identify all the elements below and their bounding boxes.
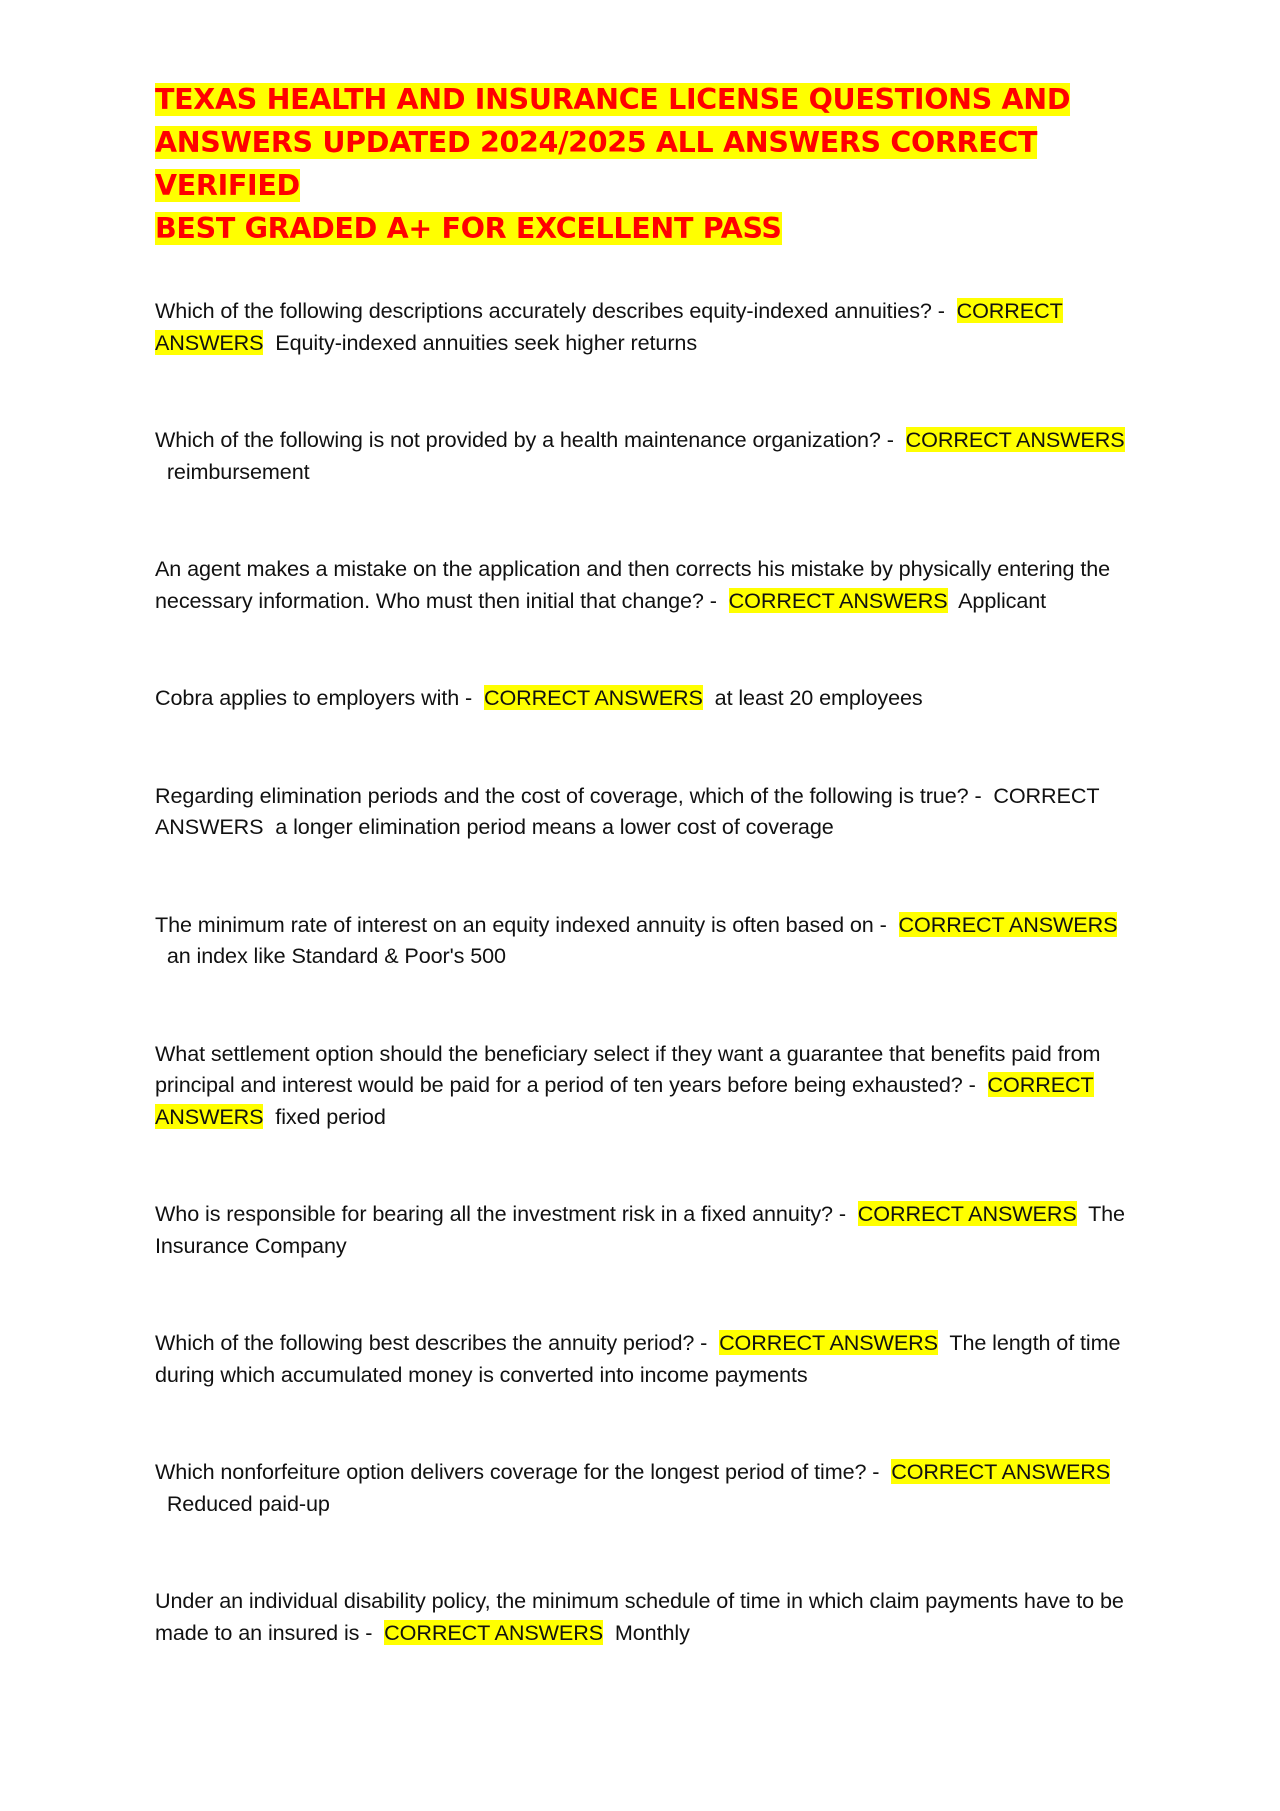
qa-item — [155, 682, 1135, 714]
correct-answers-marker: CORRECT ANSWERS — [891, 1459, 1111, 1484]
correct-answers-marker: CORRECT ANSWERS — [857, 1201, 1077, 1226]
correct-answers-marker: CORRECT ANSWERS — [483, 685, 703, 710]
question-text: Which nonforfeiture option delivers coverage for the longest period of time? - — [155, 1459, 880, 1484]
qa-item — [155, 909, 1135, 972]
answer-text: Monthly — [614, 1619, 690, 1645]
correct-answers-marker: CORRECT ANSWERS — [155, 298, 1063, 355]
document-title — [155, 78, 1135, 250]
correct-answers-marker: CORRECT ANSWERS — [155, 1072, 1094, 1129]
correct-answers-marker: CORRECT ANSWERS — [384, 1619, 604, 1645]
answer-text: Applicant — [958, 587, 1047, 613]
question-text: Which of the following best describes the annuity period? - — [155, 1330, 708, 1355]
qa-item — [155, 1456, 1135, 1519]
document-page — [155, 78, 1135, 1714]
question-text: What settlement option should the beneficiary select if they want a guarantee that benefits paid from principal and interest would be paid for a period of ten years before being exhausted? - — [155, 1040, 1101, 1097]
qa-item — [155, 1038, 1135, 1133]
question-text: Which of the following descriptions accurately describes equity-indexed annuities? - — [155, 298, 945, 323]
qa-item — [155, 1198, 1135, 1261]
question-text: The minimum rate of interest on an equity indexed annuity is often based on - — [155, 911, 887, 937]
question-text: Under an individual disability policy, the minimum schedule of time in which claim payments have to be made to an insured is - — [155, 1588, 1124, 1645]
qa-item — [155, 295, 1135, 358]
qa-item — [155, 1327, 1135, 1390]
title-line: ANSWERS UPDATED 2024/2025 ALL ANSWERS CORRECT VERIFIED — [155, 126, 1038, 202]
answer-text: at least 20 employees — [714, 685, 923, 710]
answer-text: reimbursement — [166, 458, 310, 484]
title-line: TEXAS HEALTH AND INSURANCE LICENSE QUESTIONS AND — [155, 83, 1071, 116]
correct-answers-marker: CORRECT ANSWERS — [905, 427, 1125, 452]
correct-answers-marker: CORRECT ANSWERS — [155, 782, 1100, 839]
answer-text: a longer elimination period means a lower cost of coverage — [275, 814, 834, 839]
qa-list — [155, 295, 1135, 1648]
question-text: Who is responsible for bearing all the investment risk in a fixed annuity? - — [155, 1201, 846, 1226]
qa-item — [155, 553, 1135, 616]
question-text: An agent makes a mistake on the application and then corrects his mistake by physically entering the necessary information. Who must then initial that change? - — [155, 556, 1111, 613]
correct-answers-marker: CORRECT ANSWERS — [719, 1330, 938, 1355]
correct-answers-marker: CORRECT ANSWERS — [898, 911, 1118, 937]
answer-text: Equity-indexed annuities seek higher returns — [275, 329, 698, 355]
answer-text: fixed period — [275, 1103, 386, 1129]
answer-text: The Insurance Company — [155, 1201, 1125, 1258]
question-text: Regarding elimination periods and the cost of coverage, which of the following is true? - — [155, 782, 982, 808]
answer-text: an index like Standard & Poor's 500 — [166, 943, 506, 968]
question-text: Which of the following is not provided by a health maintenance organization? - — [155, 427, 894, 452]
correct-answers-marker: CORRECT ANSWERS — [728, 587, 948, 613]
question-text: Cobra applies to employers with - — [155, 685, 473, 710]
qa-item — [155, 424, 1135, 487]
title-line: BEST GRADED A+ FOR EXCELLENT PASS — [155, 212, 782, 245]
answer-text: The length of time during which accumulated money is converted into income payments — [155, 1330, 1121, 1387]
qa-item — [155, 780, 1135, 843]
answer-text: Reduced paid-up — [166, 1490, 330, 1516]
qa-item — [155, 1585, 1135, 1648]
